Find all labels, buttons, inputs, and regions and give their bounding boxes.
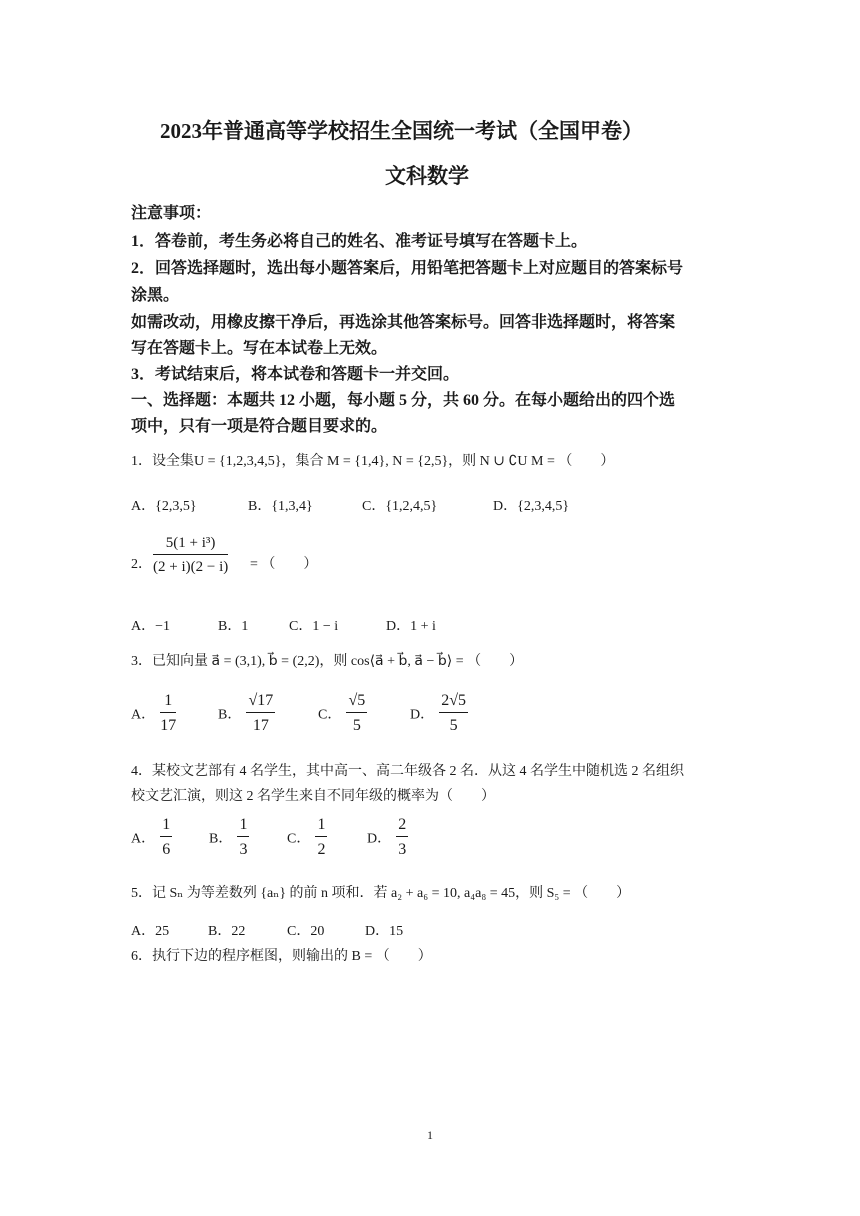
question-2-fraction <box>153 535 228 576</box>
frac-num: √17 <box>246 692 275 713</box>
frac-den: 6 <box>162 841 171 858</box>
note-line: 2．回答选择题时，选出每小题答案后，用铅笔把答题卡上对应题目的答案标号 <box>131 260 684 277</box>
question-1-stem: 1．设全集U = {1,2,3,4,5}，集合 M = {1,4}, N = {2,5}，则 N ∪ ∁U M = （ ） <box>131 454 615 469</box>
section-heading-cont: 项中，只有一项是符合题目要求的。 <box>131 418 388 435</box>
page-number: 1 <box>427 1128 433 1142</box>
option-label: A． <box>131 707 156 723</box>
q2-numerator: 5(1 + i³) <box>153 535 228 555</box>
q1-option-d: D．{2,3,4,5} <box>493 499 570 514</box>
frac-num: 1 <box>160 692 176 713</box>
option-label: A． <box>131 831 156 847</box>
q1-option-c: C．{1,2,4,5} <box>362 499 438 514</box>
q4-option-a <box>131 816 172 859</box>
frac-num: 1 <box>237 816 249 837</box>
frac-den: 5 <box>449 717 458 734</box>
q3-option-c <box>318 692 367 735</box>
q1-option-b: B．{1,3,4} <box>248 499 313 514</box>
q4-option-c <box>287 816 327 859</box>
page-subtitle: 文科数学 <box>385 164 469 188</box>
question-4-line1: 4．某校文艺部有 4 名学生，其中高一、高二年级各 2 名．从这 4 名学生中随机选 2 名组织 <box>131 764 684 779</box>
note-line: 如需改动，用橡皮擦干净后，再选涂其他答案标号。回答非选择题时，将答案 <box>131 314 676 331</box>
q5-option-a: A．25 <box>131 924 170 939</box>
frac-den: 3 <box>239 841 248 858</box>
q5-option-c: C．20 <box>287 924 325 939</box>
option-label: D． <box>410 707 435 723</box>
frac-den: 5 <box>352 717 361 734</box>
q3-option-b <box>218 692 275 735</box>
q3-option-a <box>131 692 176 735</box>
q4-option-b <box>209 816 249 859</box>
notes-heading: 注意事项： <box>131 205 212 222</box>
q2-denominator: (2 + i)(2 − i) <box>153 559 229 575</box>
q2-option-c: C．1 − i <box>289 619 339 634</box>
frac-num: 2√5 <box>439 692 468 713</box>
q2-option-d: D．1 + i <box>386 619 436 634</box>
frac-den: 17 <box>160 717 177 734</box>
note-line: 1．答卷前，考生务必将自己的姓名、准考证号填写在答题卡上。 <box>131 233 588 250</box>
question-4-line2: 校文艺汇演，则这 2 名学生来自不同年级的概率为（ ） <box>131 789 495 804</box>
question-2-label: 2． <box>131 557 152 572</box>
q1-option-a: A．{2,3,5} <box>131 499 197 514</box>
option-label: C． <box>318 707 342 723</box>
frac-num: √5 <box>346 692 367 713</box>
q5-option-d: D．15 <box>365 924 404 939</box>
frac-den: 2 <box>317 841 326 858</box>
q4-option-d <box>367 816 408 859</box>
q2-option-b: B．1 <box>218 619 249 634</box>
option-label: C． <box>287 831 311 847</box>
question-3-stem: 3．已知向量 a⃗ = (3,1), b⃗ = (2,2)，则 cos⟨a⃗ + b⃗, a⃗ − b⃗⟩ = （ ） <box>131 654 524 669</box>
frac-num: 2 <box>396 816 408 837</box>
question-2-tail: = （ ） <box>250 557 318 572</box>
option-label: D． <box>367 831 392 847</box>
frac-num: 1 <box>315 816 327 837</box>
option-label: B． <box>209 831 233 847</box>
page-title: 2023年普通高等学校招生全国统一考试（全国甲卷） <box>160 119 643 143</box>
frac-den: 17 <box>252 717 269 734</box>
question-5-stem: 5．记 Sₙ 为等差数列 {aₙ} 的前 n 项和．若 a₂ + a₆ = 10, a₄a₈ = 45，则 S₅ = （ ） <box>131 886 631 901</box>
q3-option-d <box>410 692 468 735</box>
note-line: 写在答题卡上。写在本试卷上无效。 <box>131 340 388 357</box>
q5-option-b: B．22 <box>208 924 246 939</box>
frac-den: 3 <box>398 841 407 858</box>
section-heading: 一、选择题：本题共 12 小题，每小题 5 分，共 60 分。在每小题给出的四个选 <box>131 392 676 409</box>
frac-num: 1 <box>160 816 172 837</box>
question-6-stem: 6．执行下边的程序框图，则输出的 B = （ ） <box>131 949 432 964</box>
note-line: 涂黑。 <box>131 287 180 304</box>
option-label: B． <box>218 707 242 723</box>
q2-option-a: A．−1 <box>131 619 171 634</box>
note-line: 3．考试结束后，将本试卷和答题卡一并交回。 <box>131 366 460 383</box>
